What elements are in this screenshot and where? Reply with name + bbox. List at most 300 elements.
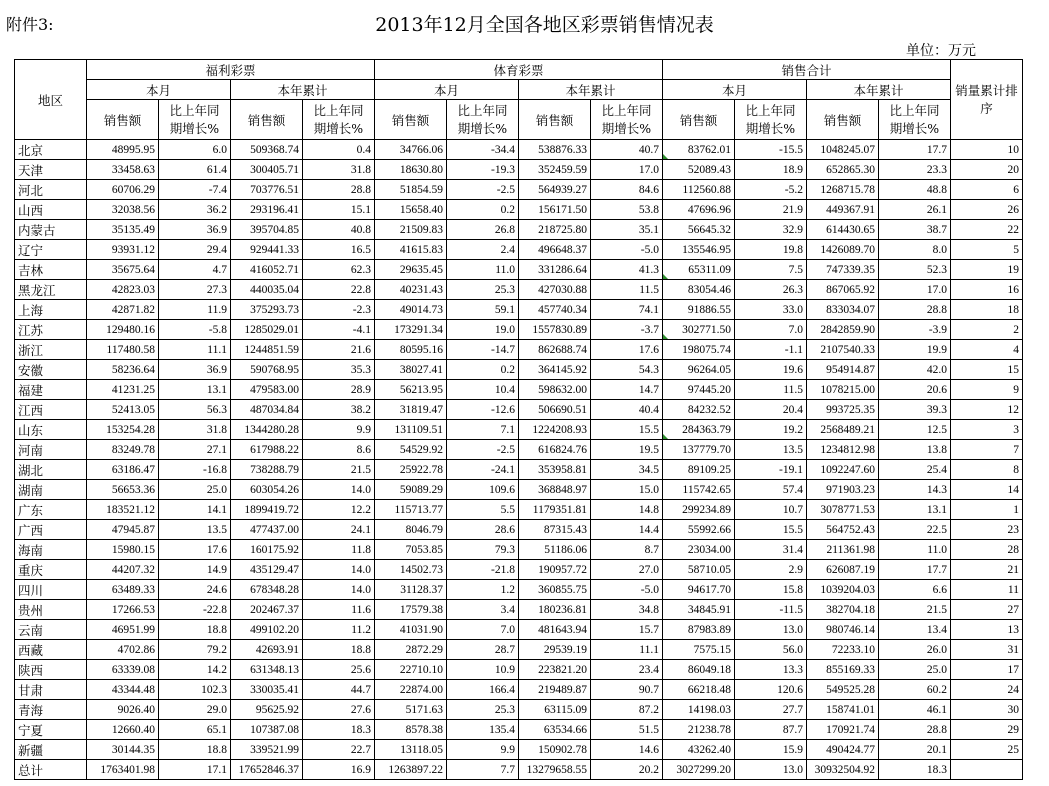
rank-cell: 21 xyxy=(951,560,1023,580)
rank-cell: 20 xyxy=(951,160,1023,180)
value-cell: 20.1 xyxy=(879,740,951,760)
value-cell: 173291.34 xyxy=(375,320,447,340)
value-cell: 13.1 xyxy=(879,500,951,520)
value-cell: 29.0 xyxy=(159,700,231,720)
value-cell: -11.5 xyxy=(735,600,807,620)
value-cell: 538876.33 xyxy=(519,140,591,160)
table-row xyxy=(15,380,1023,400)
value-cell: 97445.20 xyxy=(663,380,735,400)
value-cell: 1285029.01 xyxy=(231,320,303,340)
value-cell: 137779.70 xyxy=(663,440,735,460)
region-name-cell: 广东 xyxy=(15,500,87,520)
value-cell: 416052.71 xyxy=(231,260,303,280)
value-cell: 41031.90 xyxy=(375,620,447,640)
value-cell: 166.4 xyxy=(447,680,519,700)
value-cell: 66218.48 xyxy=(663,680,735,700)
value-cell: 617988.22 xyxy=(231,440,303,460)
table-row xyxy=(15,200,1023,220)
value-cell: 10.7 xyxy=(735,500,807,520)
value-cell: 29.4 xyxy=(159,240,231,260)
value-cell: 87983.89 xyxy=(663,620,735,640)
value-cell: 18.3 xyxy=(303,720,375,740)
value-cell: 17.0 xyxy=(879,280,951,300)
value-cell: 30144.35 xyxy=(87,740,159,760)
rank-cell: 1 xyxy=(951,500,1023,520)
value-cell: 153254.28 xyxy=(87,420,159,440)
value-cell: 26.3 xyxy=(735,280,807,300)
value-cell: 27.1 xyxy=(159,440,231,460)
header-total-ytd: 本年累计 xyxy=(807,80,951,100)
value-cell: -3.7 xyxy=(591,320,663,340)
value-cell: 862688.74 xyxy=(519,340,591,360)
value-cell: 29635.45 xyxy=(375,260,447,280)
header-sales: 销售额 xyxy=(87,100,159,140)
value-cell: 109.6 xyxy=(447,480,519,500)
value-cell: 15.8 xyxy=(735,580,807,600)
value-cell: 19.9 xyxy=(879,340,951,360)
rank-cell: 17 xyxy=(951,660,1023,680)
value-cell: 18.8 xyxy=(159,740,231,760)
value-cell: 42871.82 xyxy=(87,300,159,320)
value-cell: 52.3 xyxy=(879,260,951,280)
value-cell: 54529.92 xyxy=(375,440,447,460)
value-cell: 63489.33 xyxy=(87,580,159,600)
header-yoy xyxy=(159,100,231,140)
value-cell: 48995.95 xyxy=(87,140,159,160)
value-cell: 2568489.21 xyxy=(807,420,879,440)
value-cell: -22.8 xyxy=(159,600,231,620)
value-cell: 11.6 xyxy=(303,600,375,620)
rank-cell: 9 xyxy=(951,380,1023,400)
value-cell: 352459.59 xyxy=(519,160,591,180)
value-cell: 34.8 xyxy=(591,600,663,620)
value-cell: 41231.25 xyxy=(87,380,159,400)
value-cell: 8.0 xyxy=(879,240,951,260)
value-cell: 980746.14 xyxy=(807,620,879,640)
value-cell: 120.6 xyxy=(735,680,807,700)
region-name-cell: 贵州 xyxy=(15,600,87,620)
value-cell: 28.8 xyxy=(879,720,951,740)
value-cell: 36.9 xyxy=(159,220,231,240)
value-cell: 15.5 xyxy=(735,520,807,540)
value-cell: -4.1 xyxy=(303,320,375,340)
value-cell: 1263897.22 xyxy=(375,760,447,780)
value-cell: 18.3 xyxy=(879,760,951,780)
value-cell: 7.5 xyxy=(735,260,807,280)
rank-cell: 15 xyxy=(951,360,1023,380)
value-cell: -19.1 xyxy=(735,460,807,480)
value-cell: 3078771.53 xyxy=(807,500,879,520)
value-cell: 58236.64 xyxy=(87,360,159,380)
rank-cell: 8 xyxy=(951,460,1023,480)
value-cell: -1.1 xyxy=(735,340,807,360)
rank-cell: 12 xyxy=(951,400,1023,420)
value-cell: 7575.15 xyxy=(663,640,735,660)
value-cell: 14.4 xyxy=(591,520,663,540)
value-cell: 21.5 xyxy=(303,460,375,480)
value-cell: 11.9 xyxy=(159,300,231,320)
value-cell: 25.3 xyxy=(447,700,519,720)
header-sports: 体育彩票 xyxy=(375,60,663,80)
value-cell: 26.1 xyxy=(879,200,951,220)
region-name-cell: 湖北 xyxy=(15,460,87,480)
header-yoy-line2: 期增长% xyxy=(313,120,364,136)
value-cell: 20.6 xyxy=(879,380,951,400)
value-cell: 993725.35 xyxy=(807,400,879,420)
header-sales: 销售额 xyxy=(519,100,591,140)
rank-cell: 25 xyxy=(951,740,1023,760)
value-cell: 63534.66 xyxy=(519,720,591,740)
value-cell: 87315.43 xyxy=(519,520,591,540)
value-cell: 954914.87 xyxy=(807,360,879,380)
value-cell: 96264.05 xyxy=(663,360,735,380)
value-cell: 1039204.03 xyxy=(807,580,879,600)
rank-cell: 13 xyxy=(951,620,1023,640)
region-name-cell: 江苏 xyxy=(15,320,87,340)
value-cell: -7.4 xyxy=(159,180,231,200)
value-cell: 219489.87 xyxy=(519,680,591,700)
value-cell: 1899419.72 xyxy=(231,500,303,520)
value-cell: 48.8 xyxy=(879,180,951,200)
value-cell: 284363.79 xyxy=(663,420,735,440)
rank-cell: 28 xyxy=(951,540,1023,560)
value-cell: 299234.89 xyxy=(663,500,735,520)
value-cell: 32.9 xyxy=(735,220,807,240)
value-cell: 15.1 xyxy=(303,200,375,220)
table-row xyxy=(15,280,1023,300)
value-cell: 14.3 xyxy=(879,480,951,500)
value-cell: 8578.38 xyxy=(375,720,447,740)
value-cell: 22.5 xyxy=(879,520,951,540)
rank-cell: 29 xyxy=(951,720,1023,740)
value-cell: 112560.88 xyxy=(663,180,735,200)
value-cell: 11.8 xyxy=(303,540,375,560)
value-cell: 1048245.07 xyxy=(807,140,879,160)
value-cell: 1557830.89 xyxy=(519,320,591,340)
table-row xyxy=(15,360,1023,380)
value-cell: 115742.65 xyxy=(663,480,735,500)
region-name-cell: 吉林 xyxy=(15,260,87,280)
value-cell: 42693.91 xyxy=(231,640,303,660)
value-cell: 19.5 xyxy=(591,440,663,460)
value-cell: 15.7 xyxy=(591,620,663,640)
rank-cell: 3 xyxy=(951,420,1023,440)
value-cell: 12660.40 xyxy=(87,720,159,740)
table-row xyxy=(15,620,1023,640)
value-cell: 46.1 xyxy=(879,700,951,720)
value-cell: 1092247.60 xyxy=(807,460,879,480)
region-name-cell: 山西 xyxy=(15,200,87,220)
value-cell: 26.8 xyxy=(447,220,519,240)
region-name-cell: 湖南 xyxy=(15,480,87,500)
value-cell: -12.6 xyxy=(447,400,519,420)
total-row xyxy=(15,760,1023,780)
value-cell: 131109.51 xyxy=(375,420,447,440)
value-cell: 43344.48 xyxy=(87,680,159,700)
region-name-cell: 西藏 xyxy=(15,640,87,660)
value-cell: 5171.63 xyxy=(375,700,447,720)
value-cell: 158741.01 xyxy=(807,700,879,720)
table-row xyxy=(15,440,1023,460)
value-cell: 17.0 xyxy=(591,160,663,180)
value-cell: 33.0 xyxy=(735,300,807,320)
value-cell: -34.4 xyxy=(447,140,519,160)
value-cell: 41.3 xyxy=(591,260,663,280)
value-cell: 38027.41 xyxy=(375,360,447,380)
value-cell: 25.4 xyxy=(879,460,951,480)
value-cell: 86049.18 xyxy=(663,660,735,680)
value-cell: -2.5 xyxy=(447,440,519,460)
value-cell: 27.6 xyxy=(303,700,375,720)
value-cell: 51854.59 xyxy=(375,180,447,200)
value-cell: 13.5 xyxy=(159,520,231,540)
value-cell: 183521.12 xyxy=(87,500,159,520)
value-cell: 93931.12 xyxy=(87,240,159,260)
value-cell: 34845.91 xyxy=(663,600,735,620)
table-row xyxy=(15,320,1023,340)
value-cell: 481643.94 xyxy=(519,620,591,640)
value-cell: 42.0 xyxy=(879,360,951,380)
header-total: 销售合计 xyxy=(663,60,951,80)
value-cell: 0.4 xyxy=(303,140,375,160)
table-row xyxy=(15,480,1023,500)
value-cell: 21.9 xyxy=(735,200,807,220)
lottery-sales-table xyxy=(14,59,1023,780)
value-cell: 2.9 xyxy=(735,560,807,580)
table-row xyxy=(15,260,1023,280)
value-cell: 87.2 xyxy=(591,700,663,720)
value-cell: 23034.00 xyxy=(663,540,735,560)
value-cell: 9.9 xyxy=(303,420,375,440)
value-cell: 703776.51 xyxy=(231,180,303,200)
value-cell: 135546.95 xyxy=(663,240,735,260)
table-row xyxy=(15,500,1023,520)
value-cell: 11.2 xyxy=(303,620,375,640)
value-cell: 20.4 xyxy=(735,400,807,420)
value-cell: 17.6 xyxy=(159,540,231,560)
rank-cell: 22 xyxy=(951,220,1023,240)
value-cell: 929441.33 xyxy=(231,240,303,260)
value-cell: 22.7 xyxy=(303,740,375,760)
value-cell: 54.3 xyxy=(591,360,663,380)
value-cell: 603054.26 xyxy=(231,480,303,500)
region-name-cell: 青海 xyxy=(15,700,87,720)
rank-cell: 26 xyxy=(951,200,1023,220)
value-cell: 115713.77 xyxy=(375,500,447,520)
value-cell: 218725.80 xyxy=(519,220,591,240)
value-cell: 55992.66 xyxy=(663,520,735,540)
value-cell: 10.9 xyxy=(447,660,519,680)
value-cell: 17266.53 xyxy=(87,600,159,620)
header-yoy-line2: 期增长% xyxy=(457,120,508,136)
value-cell: 479583.00 xyxy=(231,380,303,400)
value-cell: 91886.55 xyxy=(663,300,735,320)
value-cell: 36.9 xyxy=(159,360,231,380)
value-cell: 12.2 xyxy=(303,500,375,520)
value-cell: 14198.03 xyxy=(663,700,735,720)
value-cell: 18.8 xyxy=(159,620,231,640)
value-cell: -3.9 xyxy=(879,320,951,340)
value-cell: 7.0 xyxy=(447,620,519,640)
value-cell: -2.3 xyxy=(303,300,375,320)
header-yoy xyxy=(447,100,519,140)
value-cell: 28.9 xyxy=(303,380,375,400)
rank-cell: 30 xyxy=(951,700,1023,720)
value-cell: 13.0 xyxy=(735,620,807,640)
value-cell: 198075.74 xyxy=(663,340,735,360)
value-cell: -5.0 xyxy=(591,580,663,600)
value-cell: 25.3 xyxy=(447,280,519,300)
value-cell: 19.8 xyxy=(735,240,807,260)
value-cell: 971903.23 xyxy=(807,480,879,500)
value-cell: -16.8 xyxy=(159,460,231,480)
header-yoy xyxy=(879,100,951,140)
value-cell: 24.6 xyxy=(159,580,231,600)
table-row xyxy=(15,560,1023,580)
value-cell: 19.6 xyxy=(735,360,807,380)
region-name-cell: 总计 xyxy=(15,760,87,780)
value-cell: 25922.78 xyxy=(375,460,447,480)
value-cell: 13.4 xyxy=(879,620,951,640)
value-cell: 83762.01 xyxy=(663,140,735,160)
value-cell: 18.8 xyxy=(303,640,375,660)
value-cell: 11.5 xyxy=(591,280,663,300)
value-cell: 23.3 xyxy=(879,160,951,180)
value-cell: 17.7 xyxy=(879,140,951,160)
header-yoy-line2: 期增长% xyxy=(889,120,940,136)
region-name-cell: 宁夏 xyxy=(15,720,87,740)
value-cell: 487034.84 xyxy=(231,400,303,420)
header-sales: 销售额 xyxy=(231,100,303,140)
header-welfare: 福利彩票 xyxy=(87,60,375,80)
value-cell: 31819.47 xyxy=(375,400,447,420)
value-cell: 36.2 xyxy=(159,200,231,220)
value-cell: 440035.04 xyxy=(231,280,303,300)
rank-cell: 4 xyxy=(951,340,1023,360)
value-cell: 25.0 xyxy=(159,480,231,500)
value-cell: 72233.10 xyxy=(807,640,879,660)
value-cell: 631348.13 xyxy=(231,660,303,680)
region-name-cell: 四川 xyxy=(15,580,87,600)
value-cell: 15.9 xyxy=(735,740,807,760)
value-cell: 1.2 xyxy=(447,580,519,600)
value-cell: 52089.43 xyxy=(663,160,735,180)
rank-cell: 2 xyxy=(951,320,1023,340)
value-cell: 14.6 xyxy=(591,740,663,760)
value-cell: 353958.81 xyxy=(519,460,591,480)
region-name-cell: 甘肃 xyxy=(15,680,87,700)
table-row xyxy=(15,680,1023,700)
value-cell: 0.2 xyxy=(447,200,519,220)
value-cell: 9026.40 xyxy=(87,700,159,720)
value-cell: 44207.32 xyxy=(87,560,159,580)
value-cell: 490424.77 xyxy=(807,740,879,760)
header-yoy-line1: 比上年同 xyxy=(601,102,652,118)
value-cell: 31.8 xyxy=(303,160,375,180)
value-cell: 160175.92 xyxy=(231,540,303,560)
value-cell: 135.4 xyxy=(447,720,519,740)
region-name-cell: 山东 xyxy=(15,420,87,440)
value-cell: 496648.37 xyxy=(519,240,591,260)
value-cell: 360855.75 xyxy=(519,580,591,600)
header-total-month: 本月 xyxy=(663,80,807,100)
value-cell: 738288.79 xyxy=(231,460,303,480)
header-yoy-line1: 比上年同 xyxy=(745,102,796,118)
table-row xyxy=(15,340,1023,360)
value-cell: 13118.05 xyxy=(375,740,447,760)
table-row xyxy=(15,460,1023,480)
value-cell: 678348.28 xyxy=(231,580,303,600)
rank-cell: 7 xyxy=(951,440,1023,460)
page-title: 2013年12月全国各地区彩票销售情况表 xyxy=(375,14,714,36)
value-cell: 477437.00 xyxy=(231,520,303,540)
rank-cell: 5 xyxy=(951,240,1023,260)
value-cell: 14.8 xyxy=(591,500,663,520)
rank-cell: 6 xyxy=(951,180,1023,200)
table-row xyxy=(15,740,1023,760)
value-cell: 35.1 xyxy=(591,220,663,240)
value-cell: 616824.76 xyxy=(519,440,591,460)
value-cell: 40.4 xyxy=(591,400,663,420)
region-name-cell: 安徽 xyxy=(15,360,87,380)
table-row xyxy=(15,580,1023,600)
value-cell: 13279658.55 xyxy=(519,760,591,780)
value-cell: 7.1 xyxy=(447,420,519,440)
value-cell: 25.6 xyxy=(303,660,375,680)
value-cell: 27.0 xyxy=(591,560,663,580)
value-cell: 56653.36 xyxy=(87,480,159,500)
value-cell: 31.8 xyxy=(159,420,231,440)
rank-cell: 24 xyxy=(951,680,1023,700)
value-cell: 11.1 xyxy=(591,640,663,660)
value-cell: 614430.65 xyxy=(807,220,879,240)
value-cell: 1179351.81 xyxy=(519,500,591,520)
value-cell: 15.5 xyxy=(591,420,663,440)
value-cell: 57.4 xyxy=(735,480,807,500)
value-cell: 63186.47 xyxy=(87,460,159,480)
region-name-cell: 北京 xyxy=(15,140,87,160)
value-cell: 435129.47 xyxy=(231,560,303,580)
value-cell: 302771.50 xyxy=(663,320,735,340)
value-cell: 156171.50 xyxy=(519,200,591,220)
header-yoy xyxy=(591,100,663,140)
value-cell: 16.5 xyxy=(303,240,375,260)
value-cell: 1078215.00 xyxy=(807,380,879,400)
value-cell: 28.8 xyxy=(879,300,951,320)
value-cell: 14.0 xyxy=(303,480,375,500)
header-yoy-line2: 期增长% xyxy=(601,120,652,136)
value-cell: 564752.43 xyxy=(807,520,879,540)
rank-cell: 31 xyxy=(951,640,1023,660)
value-cell: 34.5 xyxy=(591,460,663,480)
value-cell: 43262.40 xyxy=(663,740,735,760)
value-cell: 10.4 xyxy=(447,380,519,400)
header-sales: 销售额 xyxy=(375,100,447,140)
value-cell: 35135.49 xyxy=(87,220,159,240)
value-cell: 22710.10 xyxy=(375,660,447,680)
value-cell: 449367.91 xyxy=(807,200,879,220)
value-cell: 26.0 xyxy=(879,640,951,660)
value-cell: 13.5 xyxy=(735,440,807,460)
table-body xyxy=(15,140,1023,780)
value-cell: 16.9 xyxy=(303,760,375,780)
value-cell: -5.0 xyxy=(591,240,663,260)
table-row xyxy=(15,700,1023,720)
value-cell: 17652846.37 xyxy=(231,760,303,780)
value-cell: 60.2 xyxy=(879,680,951,700)
value-cell: 18.9 xyxy=(735,160,807,180)
value-cell: 202467.37 xyxy=(231,600,303,620)
